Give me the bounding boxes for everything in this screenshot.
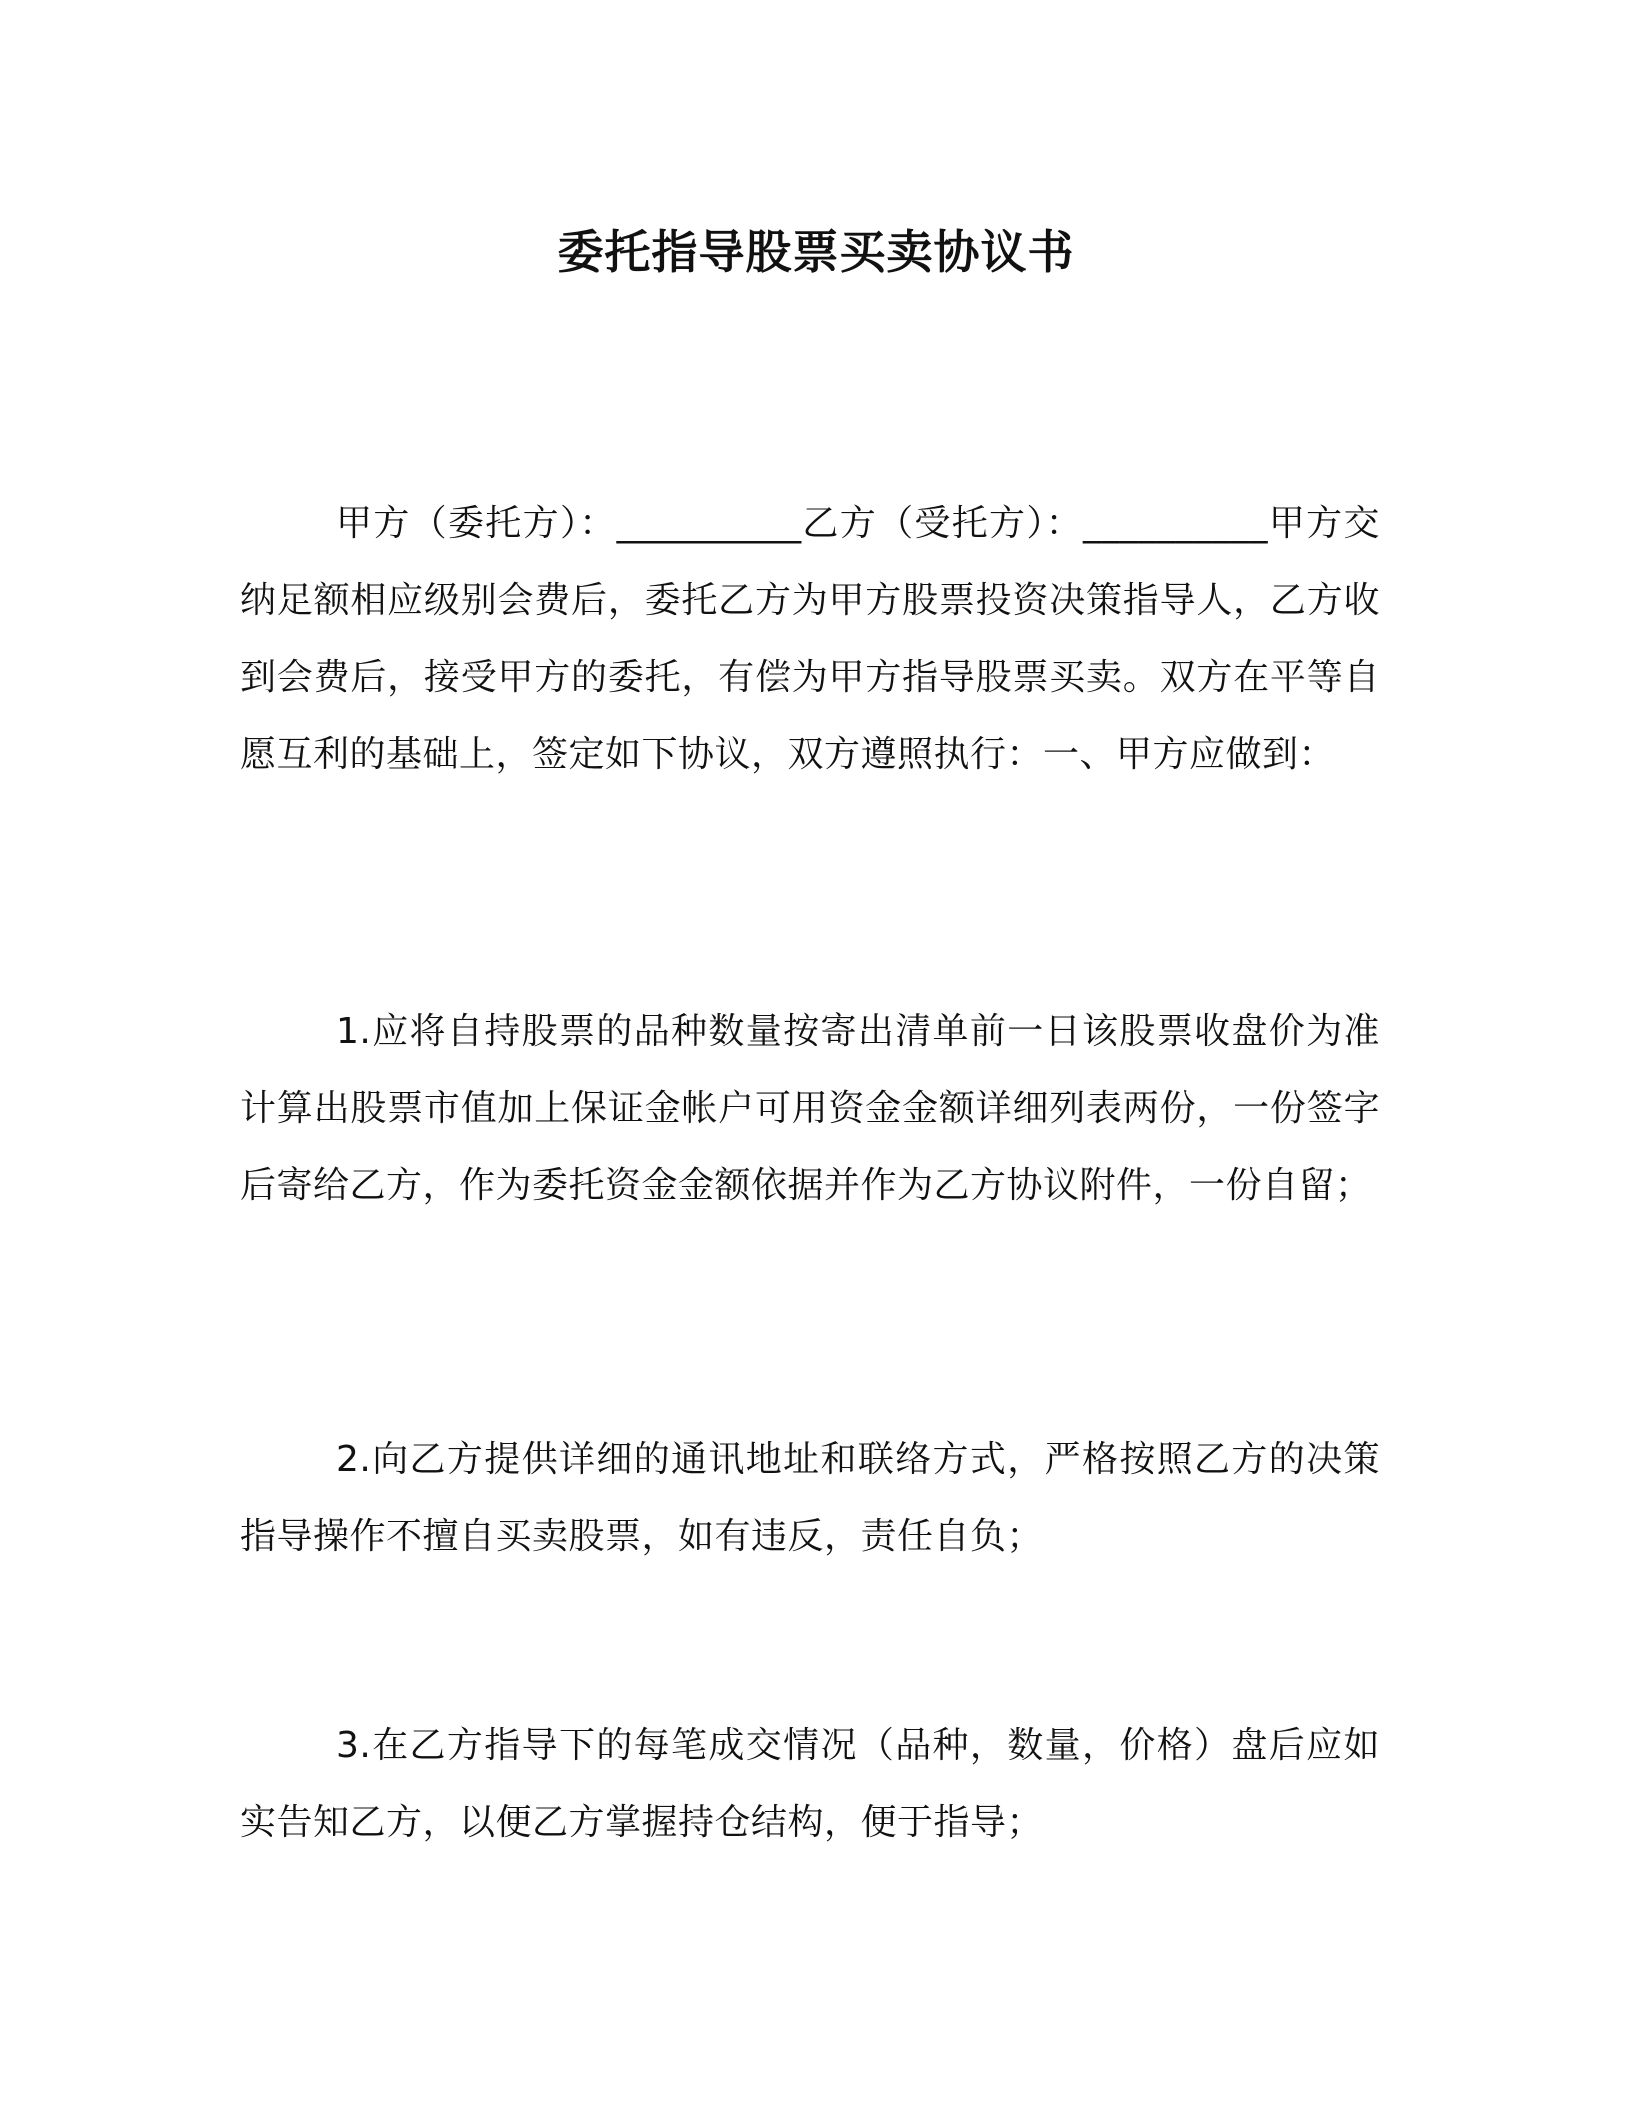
clause-3-paragraph: 3.在乙方指导下的每笔成交情况（品种，数量，价格）盘后应如实告知乙方，以便乙方掌握持仓结构，便于指导； — [240, 1725, 1380, 1843]
clause-2-paragraph: 2.向乙方提供详细的通讯地址和联络方式，严格按照乙方的决策指导操作不擅自买卖股票，如有违反，责任自负； — [240, 1439, 1380, 1557]
document-title: 委托指导股票买卖协议书 — [557, 225, 1075, 279]
clause-1-paragraph: 1.应将自持股票的品种数量按寄出清单前一日该股票收盘价为准计算出股票市值加上保证金帐户可用资金金额详细列表两份，一份签字后寄给乙方，作为委托资金金额依据并作为乙方协议附件，一份自留； — [240, 1011, 1380, 1206]
intro-paragraph: 甲方（委托方）：__________乙方（受托方）：__________甲方交纳足额相应级别会费后，委托乙方为甲方股票投资决策指导人，乙方收到会费后，接受甲方的委托，有偿为甲方指导股票买卖。双方在平等自愿互利的基础上，签定如下协议，双方遵照执行：一、甲方应做到： — [240, 503, 1380, 775]
